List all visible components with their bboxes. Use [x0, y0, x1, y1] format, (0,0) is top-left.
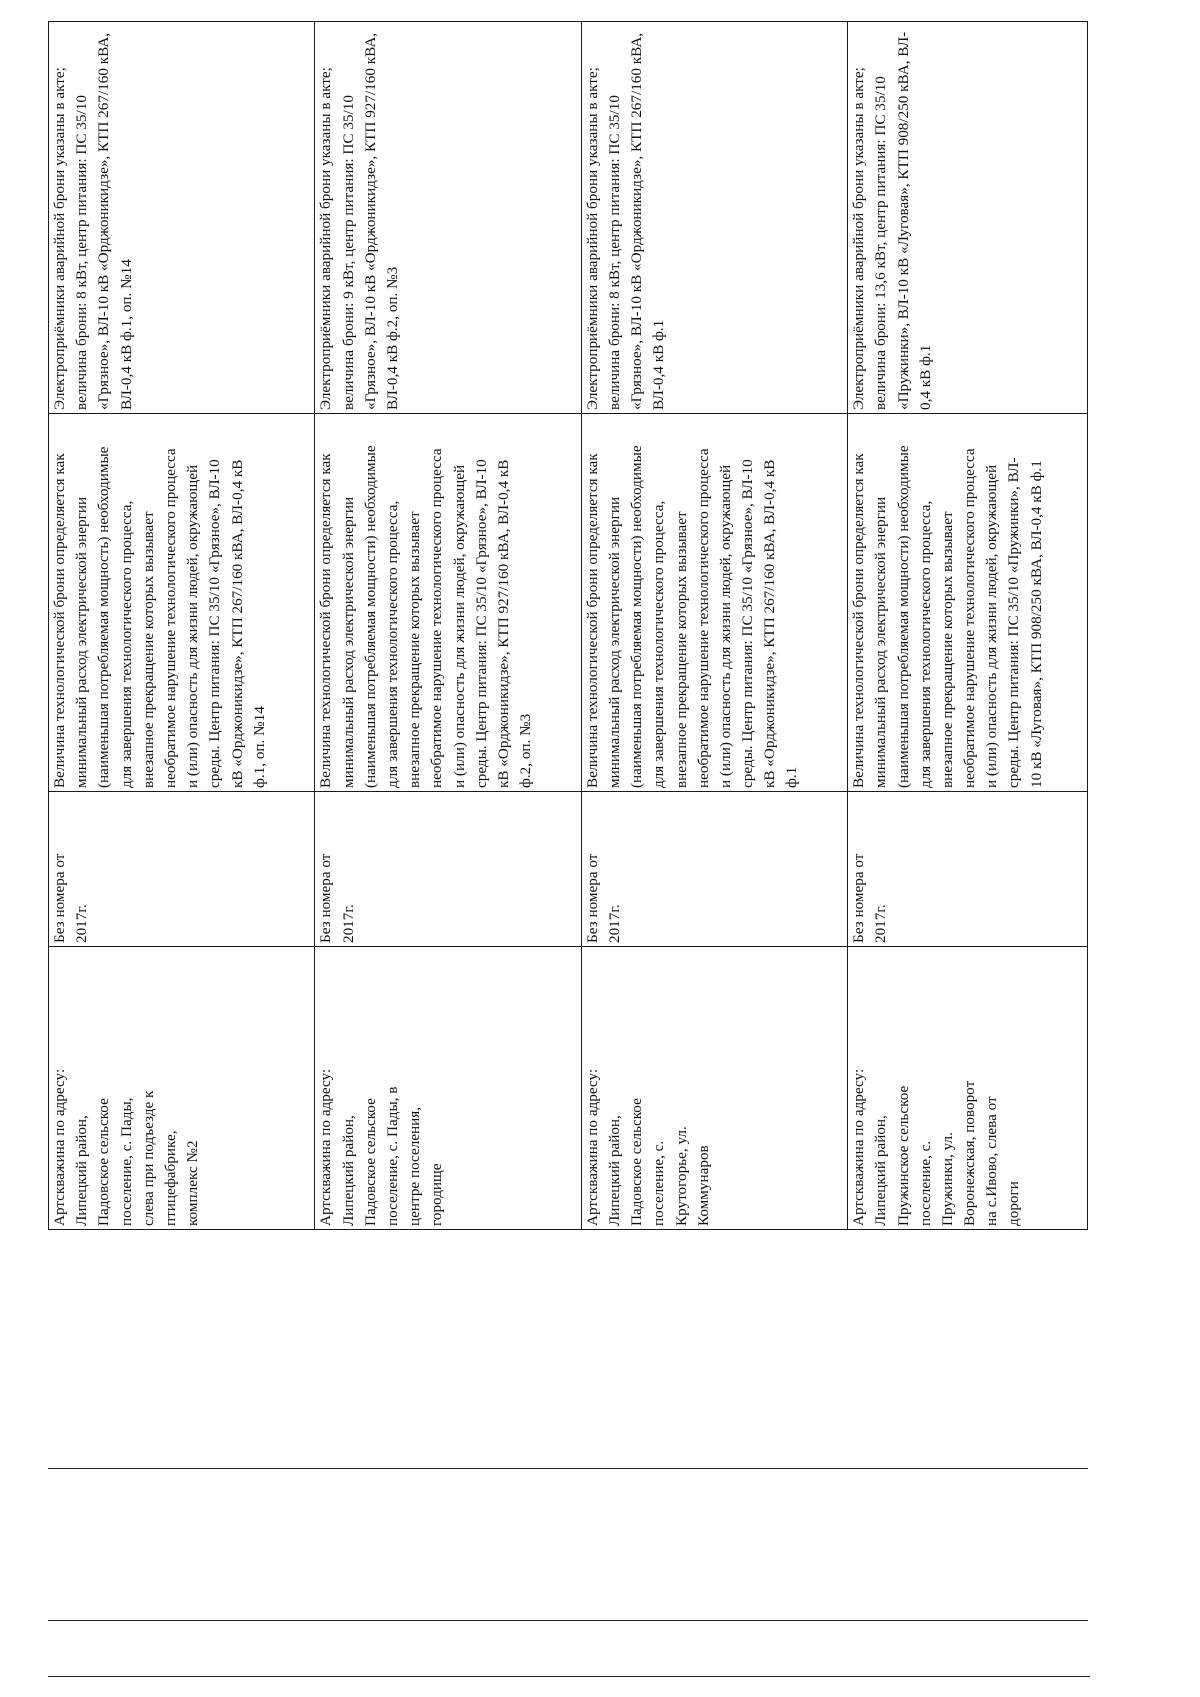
- act-cell: Без номера от 2017г.: [581, 792, 847, 947]
- divider-line: [48, 1676, 1090, 1677]
- tech-reserve-cell: Величина технологической брони определяется как минимальный расход электрической энергии (наименьшая потребляемая мощности) необходимые для завершения технологического процесса, внезапное прекращение которых вызывает необратимое нарушение технологического процесса и (или) опасность для жизни людей, окружающей среды. Центр питания: ПС 35/10 «Грязное», ВЛ-10 кВ «Орджоникидзе», КТП 267/160 кВА, ВЛ-0,4 кВ ф.1: [581, 414, 847, 792]
- tech-reserve-cell: Величина технологической брони определяется как минимальный расход электрической энергии (наименьшая потребляемая мощности) необходимые для завершения технологического процесса, внезапное прекращение которых вызывает необратимое нарушение технологического процесса и (или) опасность для жизни людей, окружающей среды. Центр питания: ПС 35/10 «Грязное», ВЛ-10 кВ «Орджоникидзе», КТП 927/160 кВА, ВЛ-0,4 кВ ф.2, оп. №3: [315, 414, 581, 792]
- address-cell: Артскважина по адресу: Липецкий район, Падовское сельское поселение, с. Пады, слева при подъезде к птицефабрике, комплекс №2: [49, 947, 315, 1230]
- act-cell: Без номера от 2017г.: [848, 792, 1088, 947]
- table-row: [315, 22, 581, 1230]
- table-row: [49, 22, 315, 1230]
- act-cell: Без номера от 2017г.: [49, 792, 315, 947]
- act-cell: Без номера от 2017г.: [315, 792, 581, 947]
- address-cell: Артскважина по адресу: Липецкий район, Падовское сельское поселение, с. Пады, в центре поселения, городище: [315, 947, 581, 1230]
- tech-reserve-cell: Величина технологической брони определяется как минимальный расход электрической энергии (наименьшая потребляемая мощность) необходимые для завершения технологического процесса, внезапное прекращение которых вызывает необратимое нарушение технологического процесса и (или) опасность для жизни людей, окружающей среды. Центр питания: ПС 35/10 «Грязное», ВЛ-10 кВ «Орджоникидзе», КТП 267/160 кВА, ВЛ-0,4 кВ ф.1, оп. №14: [49, 414, 315, 792]
- address-cell: Артскважина по адресу: Липецкий район, Пружинское сельское поселение, с. Пружинки, ул. Воронежская, поворот на с.Ивово, слева от дороги: [848, 947, 1088, 1230]
- address-cell: Артскважина по адресу: Липецкий район, Падовское сельское поселение, с. Крутогорье, ул. Коммунаров: [581, 947, 847, 1230]
- tech-reserve-cell: Величина технологической брони определяется как минимальный расход электрической энергии (наименьшая потребляемая мощности) необходимые для завершения технологического процесса, внезапное прекращение которых вызывает необратимое нарушение технологического процесса и (или) опасность для жизни людей, окружающей среды. Центр питания: ПС 35/10 «Пружинки», ВЛ- 10 кВ «Луговая», КТП 908/250 кВА, ВЛ-0,4 кВ ф.1: [848, 414, 1088, 792]
- emergency-reserve-cell: Электроприёмники аварийной брони указаны в акте; величина брони: 8 кВт, центр питания: ПС 35/10 «Грязное», ВЛ-10 кВ «Орджоникидзе», КТП 267/160 кВА, ВЛ-0,4 кВ ф.1, оп. №14: [49, 22, 315, 414]
- rotated-page: [48, 31, 1088, 1230]
- table-row: [581, 22, 847, 1230]
- emergency-reserve-cell: Электроприёмники аварийной брони указаны в акте; величина брони: 13,6 кВт, центр питания: ПС 35/10 «Пружинки», ВЛ-10 кВ «Луговая», КТП 908/250 кВА, ВЛ- 0,4 кВ ф.1: [848, 22, 1088, 414]
- power-reserve-table: [48, 21, 1088, 1230]
- table-row: [848, 22, 1088, 1230]
- emergency-reserve-cell: Электроприёмники аварийной брони указаны в акте; величина брони: 8 кВт, центр питания: ПС 35/10 «Грязное», ВЛ-10 кВ «Орджоникидзе», КТП 267/160 кВА, ВЛ-0,4 кВ ф.1: [581, 22, 847, 414]
- emergency-reserve-cell: Электроприёмники аварийной брони указаны в акте; величина брони: 9 кВт, центр питания: ПС 35/10 «Грязное», ВЛ-10 кВ «Орджоникидзе», КТП 927/160 кВА, ВЛ-0,4 кВ ф.2, оп. №3: [315, 22, 581, 414]
- divider-line: [48, 1468, 1088, 1469]
- divider-line: [48, 1620, 1088, 1621]
